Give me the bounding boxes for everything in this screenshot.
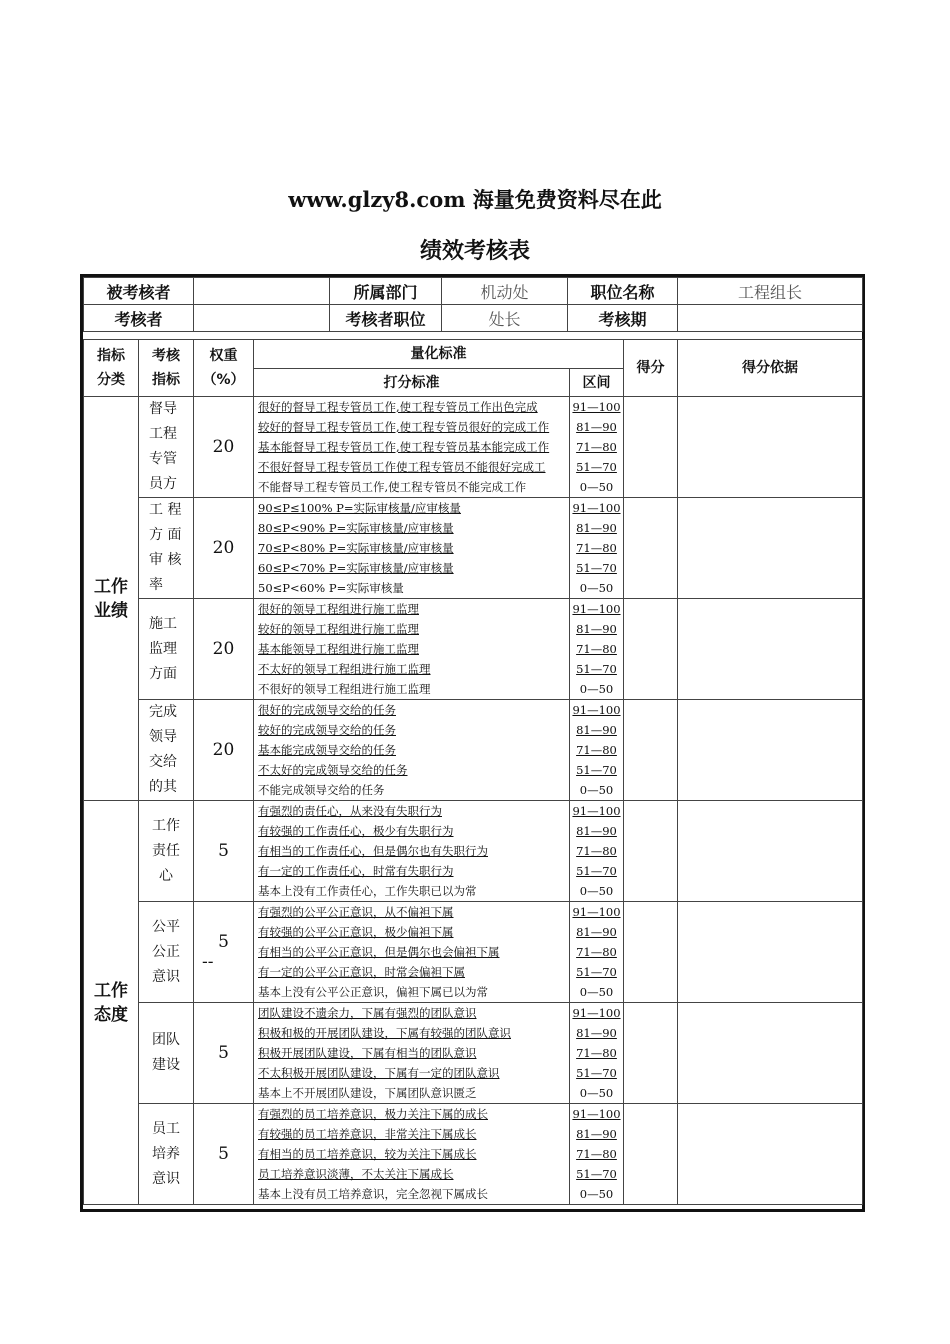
range-value: 71—80	[576, 743, 617, 757]
criterion-line: 70≤P<80% P=实际审核量/应审核量	[258, 541, 454, 555]
category-name-line: 态度	[94, 1004, 128, 1025]
criterion-line: 较好的督导工程专管员工作,使工程专管员很好的完成工作	[258, 420, 550, 434]
criteria-cell	[254, 599, 570, 700]
range-value: 71—80	[576, 945, 617, 959]
indicator-line: 领导	[149, 729, 177, 745]
range-cell	[570, 1104, 624, 1205]
score-input-cell[interactable]	[624, 1003, 678, 1104]
criterion-line: 有相当的工作责任心，但是偶尔也有失职行为	[258, 844, 488, 858]
criterion-line: 不太好的完成领导交给的任务	[258, 763, 408, 777]
criterion-line: 不能督导工程专管员工作,使工程专管员不能完成工作	[258, 480, 527, 494]
score-input-cell[interactable]	[624, 700, 678, 801]
range-value: 91—100	[572, 602, 621, 616]
info-table	[83, 277, 863, 332]
score-input-cell[interactable]	[624, 498, 678, 599]
range-value: 0—50	[579, 884, 614, 898]
table-row	[84, 397, 863, 498]
position-label: 职位名称	[568, 278, 678, 305]
indicator-line: 率	[149, 577, 163, 593]
criterion-line: 50≤P<60% P=实际审核量	[258, 581, 404, 595]
indicator-cell	[139, 397, 194, 498]
criterion-line: 较好的领导工程组进行施工监理	[258, 622, 419, 636]
basis-input-cell[interactable]	[678, 801, 863, 902]
criterion-line: 很好的完成领导交给的任务	[258, 703, 396, 717]
range-value: 51—70	[576, 662, 617, 676]
col-indicator-line1: 考核	[152, 348, 180, 364]
indicator-line: 心	[159, 867, 173, 884]
criteria-cell	[254, 700, 570, 801]
criterion-line: 90≤P≤100% P=实际审核量/应审核量	[258, 501, 461, 515]
range-cell	[570, 397, 624, 498]
col-basis: 得分依据	[678, 340, 863, 397]
indicator-line: 建设	[152, 1057, 180, 1073]
criterion-line: 基本能完成领导交给的任务	[258, 743, 396, 757]
range-value: 71—80	[576, 541, 617, 555]
indicator-line: 专管	[149, 451, 177, 467]
criterion-line: 员工培养意识淡薄，不太关注下属成长	[258, 1167, 454, 1181]
criterion-line: 基本能督导工程专管员工作,使工程专管员基本能完成工作	[258, 440, 550, 454]
criterion-line: 不很好的领导工程组进行施工监理	[258, 682, 431, 696]
table-row	[84, 498, 863, 599]
indicator-cell	[139, 1104, 194, 1205]
indicator-line: 方 面	[149, 527, 182, 543]
indicator-line: 团队	[152, 1032, 180, 1048]
weight-value: 20	[212, 639, 235, 659]
table-row	[84, 902, 863, 1003]
range-value: 91—100	[572, 400, 621, 414]
range-value: 81—90	[576, 622, 617, 636]
indicator-line: 方面	[149, 665, 177, 682]
table-row	[84, 1003, 863, 1104]
criterion-line: 团队建设不遗余力，下属有强烈的团队意识	[258, 1006, 477, 1020]
indicator-line: 工作	[152, 817, 180, 834]
range-value: 81—90	[576, 521, 617, 535]
category-name-line: 业绩	[94, 600, 128, 621]
range-value: 0—50	[579, 581, 614, 595]
range-value: 51—70	[576, 561, 617, 575]
score-input-cell[interactable]	[624, 902, 678, 1003]
weight-cell	[194, 801, 254, 902]
criterion-line: 有较强的公平公正意识，极少偏袒下属	[258, 925, 454, 939]
criterion-line: 基本上没有员工培养意识，完全忽视下属成长	[258, 1187, 488, 1201]
indicator-line: 公正	[152, 943, 180, 960]
criterion-line: 80≤P<90% P=实际审核量/应审核量	[258, 521, 454, 535]
criteria-cell	[254, 902, 570, 1003]
criterion-line: 不太好的领导工程组进行施工监理	[258, 662, 431, 676]
weight-value: 20	[212, 538, 235, 558]
basis-input-cell[interactable]	[678, 700, 863, 801]
indicator-cell	[139, 801, 194, 902]
basis-input-cell[interactable]	[678, 397, 863, 498]
examinee-value[interactable]	[194, 278, 330, 305]
col-range: 区间	[570, 369, 624, 397]
indicator-line: 督导	[149, 401, 177, 417]
indicator-line: 员工	[152, 1120, 180, 1137]
criterion-line: 有一定的公平公正意识，时常会偏袒下属	[258, 965, 465, 979]
indicator-line: 审 核	[149, 552, 182, 568]
range-value: 91—100	[572, 804, 621, 818]
category-name-line: 工作	[94, 576, 128, 597]
indicator-cell	[139, 498, 194, 599]
examiner-label: 考核者	[84, 305, 194, 332]
criterion-line: 有较强的员工培养意识，非常关注下属成长	[258, 1127, 477, 1141]
score-input-cell[interactable]	[624, 801, 678, 902]
weight-cell	[194, 1104, 254, 1205]
criteria-cell	[254, 801, 570, 902]
basis-input-cell[interactable]	[678, 498, 863, 599]
table-row	[84, 599, 863, 700]
indicator-cell	[139, 1003, 194, 1104]
criterion-line: 有一定的工作责任心，时常有失职行为	[258, 864, 454, 878]
range-value: 91—100	[572, 905, 621, 919]
period-label: 考核期	[568, 305, 678, 332]
indicator-line: 完成	[149, 704, 177, 720]
weight-value: 5	[218, 932, 229, 952]
criterion-line: 基本上不开展团队建设，下属团队意识匮乏	[258, 1086, 477, 1100]
col-indicator-line2: 指标	[152, 372, 180, 388]
indicator-line: 责任	[152, 842, 180, 859]
indicator-line: 施工	[149, 615, 177, 632]
indicator-line: 的其	[149, 779, 177, 795]
position-value[interactable]: 工程组长	[678, 278, 863, 305]
table-row	[84, 801, 863, 902]
range-cell	[570, 700, 624, 801]
range-value: 81—90	[576, 420, 617, 434]
criterion-line: 很好的督导工程专管员工作,使工程专管员工作出色完成	[258, 400, 538, 414]
range-value: 91—100	[572, 1107, 621, 1121]
basis-input-cell[interactable]	[678, 599, 863, 700]
col-weight-line2: （%）	[202, 372, 245, 388]
range-cell	[570, 902, 624, 1003]
criterion-line: 有强烈的责任心，从来没有失职行为	[258, 804, 442, 818]
criterion-line: 有相当的公平公正意识，但是偶尔也会偏袒下属	[258, 945, 500, 959]
criteria-cell	[254, 1104, 570, 1205]
category-cell	[84, 801, 139, 1205]
criterion-line: 基本上没有公平公正意识，偏袒下属已以为常	[258, 985, 488, 999]
criterion-line: 不很好督导工程专管员工作使工程专管员不能很好完成工	[258, 460, 546, 474]
weight-value: 5	[218, 841, 229, 861]
range-value: 81—90	[576, 723, 617, 737]
criteria-cell	[254, 498, 570, 599]
range-value: 71—80	[576, 642, 617, 656]
range-value: 71—80	[576, 1046, 617, 1060]
examiner-position-label: 考核者职位	[330, 305, 442, 332]
period-value[interactable]	[678, 305, 863, 332]
indicator-line: 培养	[152, 1145, 180, 1162]
col-scoring: 打分标准	[254, 369, 570, 397]
range-value: 51—70	[576, 763, 617, 777]
weight-cell	[194, 700, 254, 801]
examiner-value[interactable]	[194, 305, 330, 332]
col-score: 得分	[624, 340, 678, 397]
criterion-line: 不太积极开展团队建设，下属有一定的团队意识	[258, 1066, 500, 1080]
indicator-line: 监理	[149, 640, 177, 657]
score-input-cell[interactable]	[624, 599, 678, 700]
criterion-line: 有较强的工作责任心，极少有失职行为	[258, 824, 454, 838]
range-value: 51—70	[576, 460, 617, 474]
basis-input-cell[interactable]	[678, 902, 863, 1003]
weight-value: 5	[218, 1043, 229, 1063]
range-value: 81—90	[576, 1026, 617, 1040]
col-quant: 量化标准	[254, 340, 624, 369]
criterion-line: 有相当的员工培养意识，较为关注下属成长	[258, 1147, 477, 1161]
criterion-line: 积极和极的开展团队建设，下属有较强的团队意识	[258, 1026, 511, 1040]
range-value: 91—100	[572, 501, 621, 515]
category-cell	[84, 397, 139, 801]
range-value: 0—50	[579, 783, 614, 797]
basis-input-cell[interactable]	[678, 1104, 863, 1205]
score-input-cell[interactable]	[624, 397, 678, 498]
range-value: 81—90	[576, 925, 617, 939]
criterion-line: 有强烈的公平公正意识，从不偏袒下属	[258, 905, 454, 919]
page-title: 绩效考核表	[419, 238, 530, 264]
criteria-cell	[254, 1003, 570, 1104]
criteria-cell	[254, 397, 570, 498]
dept-value[interactable]: 机动处	[442, 278, 568, 305]
range-cell	[570, 801, 624, 902]
range-value: 0—50	[579, 985, 614, 999]
weight-value: 5	[218, 1144, 229, 1164]
range-cell	[570, 1003, 624, 1104]
examiner-position-value[interactable]: 处长	[442, 305, 568, 332]
range-value: 51—70	[576, 1066, 617, 1080]
range-value: 0—50	[579, 480, 614, 494]
site-header: www.glzy8.com 海量免费资料尽在此	[288, 187, 662, 212]
col-weight	[194, 340, 254, 397]
weight-cell	[194, 902, 254, 1003]
weight-cell	[194, 1003, 254, 1104]
range-value: 51—70	[576, 864, 617, 878]
range-value: 91—100	[572, 703, 621, 717]
criterion-line: 有强烈的员工培养意识，极力关注下属的成长	[258, 1107, 488, 1121]
weight-cell	[194, 397, 254, 498]
range-value: 51—70	[576, 1167, 617, 1181]
indicator-line: 意识	[152, 1170, 180, 1187]
range-value: 0—50	[579, 1187, 614, 1201]
table-row	[84, 700, 863, 801]
col-category-line2: 分类	[97, 372, 125, 388]
indicator-line: 工 程	[149, 502, 182, 518]
examinee-label: 被考核者	[84, 278, 194, 305]
score-input-cell[interactable]	[624, 1104, 678, 1205]
table-row	[84, 1104, 863, 1205]
range-cell	[570, 498, 624, 599]
range-value: 0—50	[579, 682, 614, 696]
criterion-line: 60≤P<70% P=实际审核量/应审核量	[258, 561, 454, 575]
range-value: 71—80	[576, 844, 617, 858]
indicator-line: 公平	[152, 918, 180, 935]
indicator-line: 意识	[152, 968, 180, 985]
range-value: 51—70	[576, 965, 617, 979]
indicator-cell	[139, 700, 194, 801]
criterion-line: 不能完成领导交给的任务	[258, 783, 385, 797]
indicator-line: 工程	[149, 426, 177, 442]
assessment-table	[83, 339, 863, 1205]
category-name-line: 工作	[94, 980, 128, 1001]
indicator-cell	[139, 902, 194, 1003]
range-value: 81—90	[576, 1127, 617, 1141]
criterion-line: 积极开展团队建设，下属有相当的团队意识	[258, 1046, 477, 1060]
weight-value: 20	[212, 437, 235, 457]
weight-cell	[194, 599, 254, 700]
weight-value: 20	[212, 740, 235, 760]
range-value: 91—100	[572, 1006, 621, 1020]
col-category	[84, 340, 139, 397]
criterion-line: 很好的领导工程组进行施工监理	[258, 602, 419, 616]
weight-extra: --	[202, 952, 214, 972]
dept-label: 所属部门	[330, 278, 442, 305]
col-weight-line1: 权重	[209, 348, 238, 364]
indicator-cell	[139, 599, 194, 700]
indicator-line: 员方	[149, 476, 177, 492]
col-indicator	[139, 340, 194, 397]
criterion-line: 较好的完成领导交给的任务	[258, 723, 396, 737]
range-value: 81—90	[576, 824, 617, 838]
basis-input-cell[interactable]	[678, 1003, 863, 1104]
indicator-line: 交给	[149, 754, 177, 770]
criterion-line: 基本能领导工程组进行施工监理	[258, 642, 419, 656]
weight-cell	[194, 498, 254, 599]
col-category-line1: 指标	[97, 348, 125, 364]
criterion-line: 基本上没有工作责任心，工作失职已以为常	[258, 884, 477, 898]
range-value: 71—80	[576, 1147, 617, 1161]
range-cell	[570, 599, 624, 700]
range-value: 71—80	[576, 440, 617, 454]
range-value: 0—50	[579, 1086, 614, 1100]
